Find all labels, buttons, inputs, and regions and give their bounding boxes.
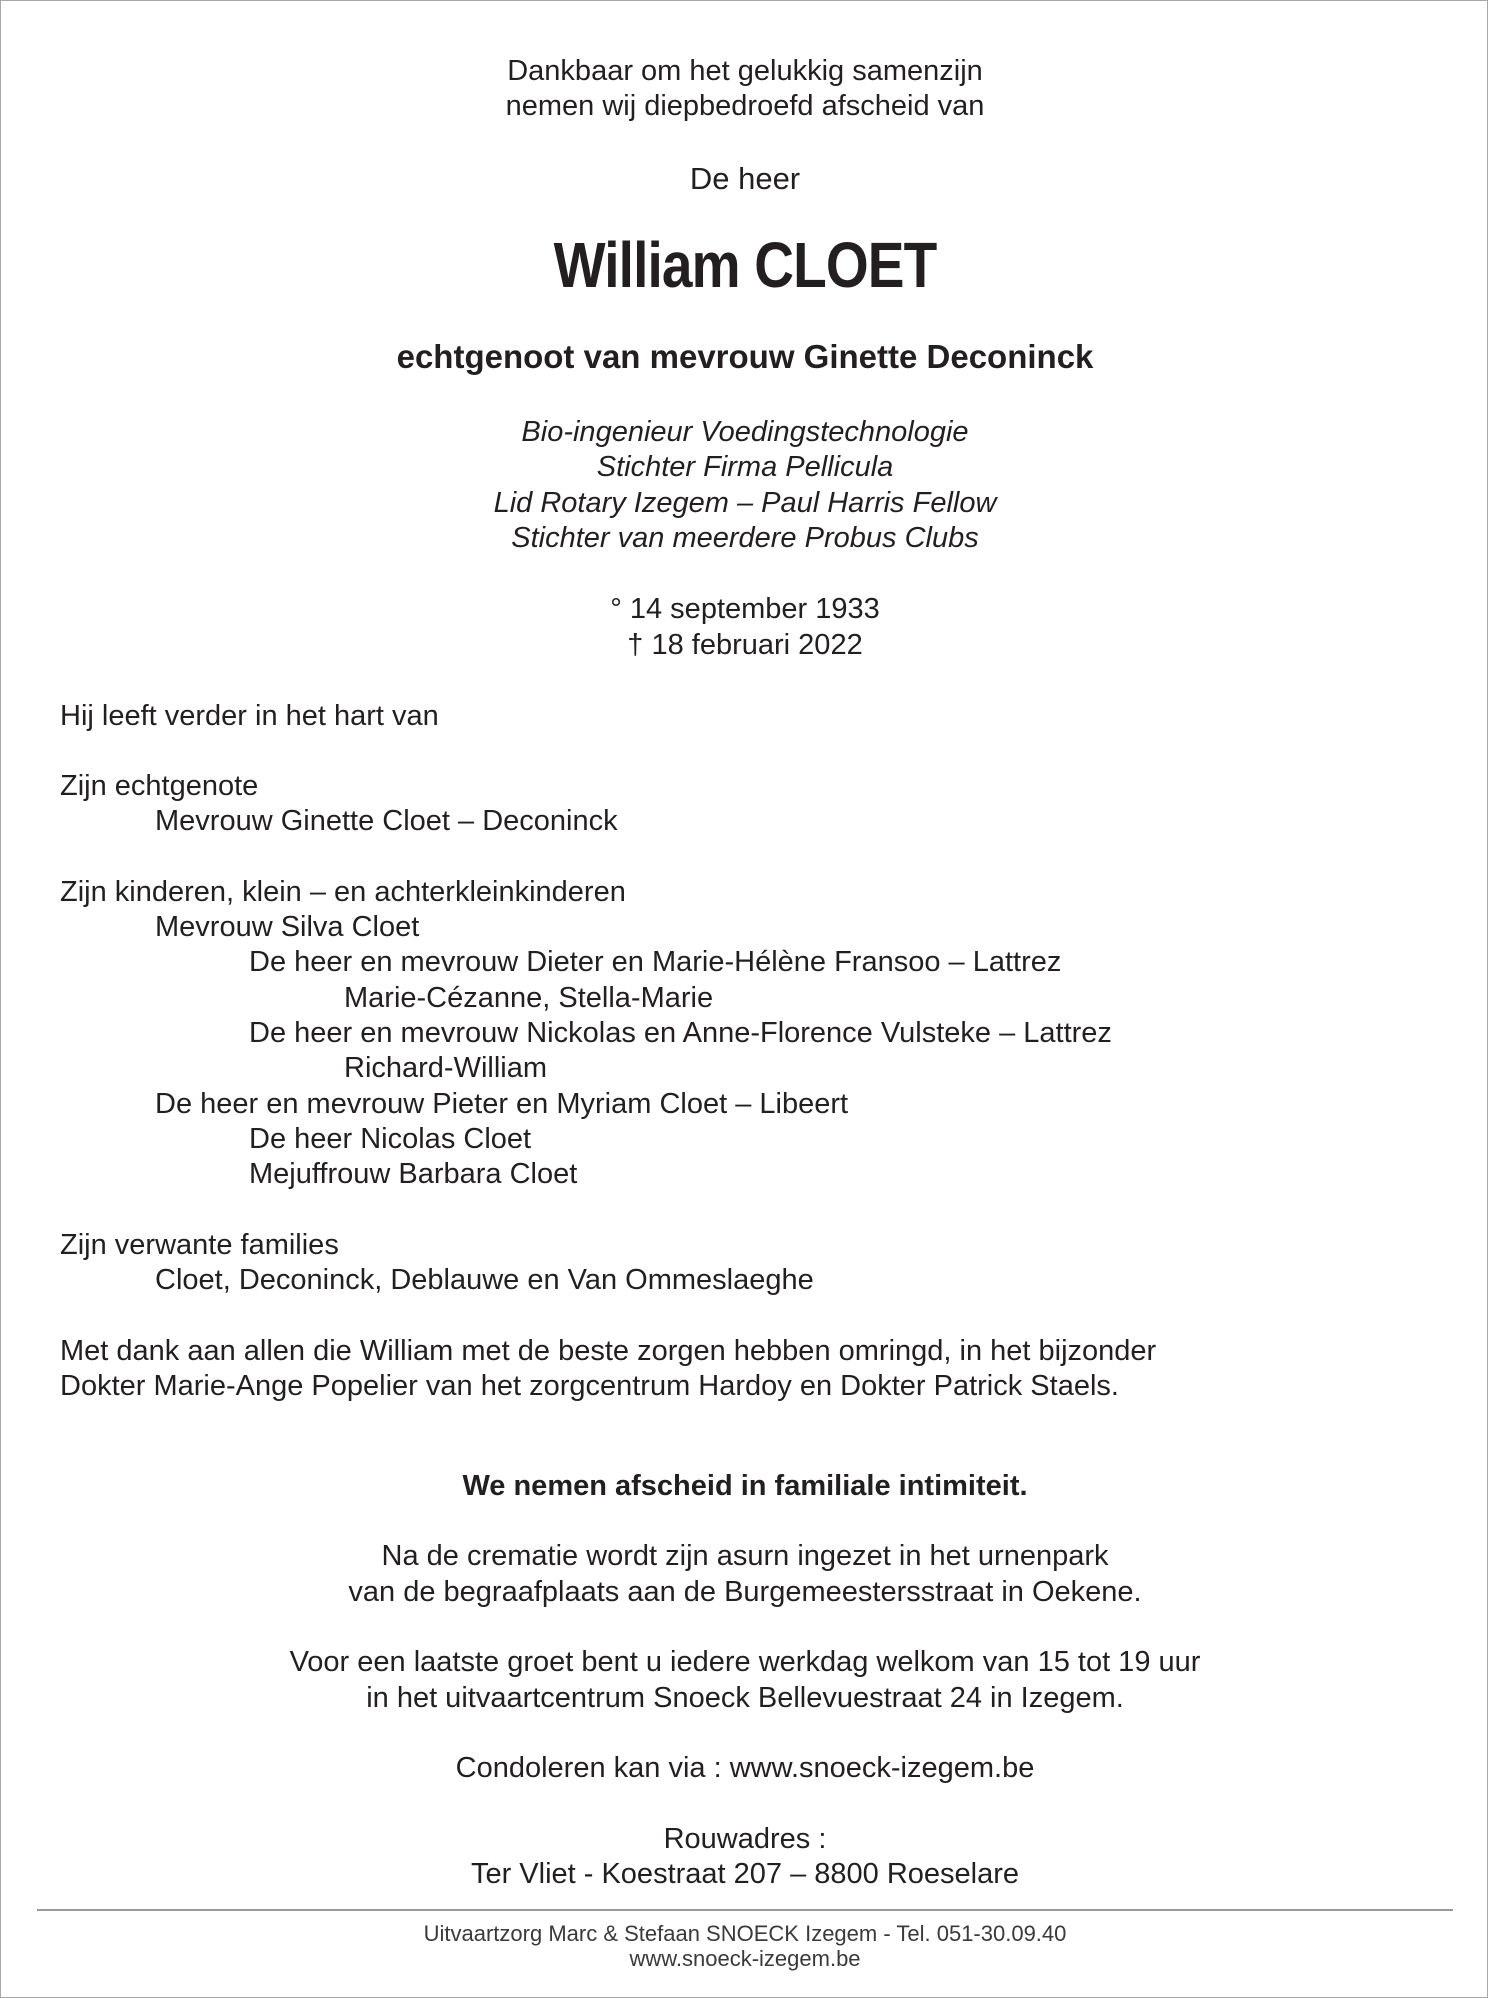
deceased-name: William CLOET <box>553 229 937 301</box>
children-heading: Zijn kinderen, klein – en achterkleinkinderen <box>60 876 626 908</box>
visit-line-2: in het uitvaartcentrum Snoeck Bellevuestraat 24 in Izegem. <box>366 1682 1124 1714</box>
family-member: De heer en mevrouw Dieter en Marie-Hélène Fransoo – Lattrez <box>249 946 1062 978</box>
family-member: Richard-William <box>344 1052 548 1084</box>
related-families: Cloet, Deconinck, Deblauwe en Van Ommeslaeghe <box>155 1264 814 1296</box>
visit-line-1: Voor een laatste groet bent u iedere werkdag welkom van 15 tot 19 uur <box>289 1646 1201 1678</box>
birth-date: ° 14 september 1933 <box>610 593 880 625</box>
farewell-statement: We nemen afscheid in familiale intimiteit. <box>462 1470 1028 1502</box>
funeral-home-website: www.snoeck-izegem.be <box>629 1946 861 1971</box>
mourning-address: Ter Vliet - Koestraat 207 – 8800 Roeselare <box>470 1858 1020 1890</box>
condolences-text: Condoleren kan via : www.snoeck-izegem.be <box>455 1752 1035 1784</box>
salutation: De heer <box>689 161 801 196</box>
family-member: Mevrouw Silva Cloet <box>155 911 420 943</box>
family-member: Marie-Cézanne, Stella-Marie <box>344 982 714 1014</box>
related-heading: Zijn verwante families <box>60 1229 339 1261</box>
thanks-line-1: Met dank aan allen die William met de beste zorgen hebben omringd, in het bijzonder <box>60 1335 1157 1367</box>
family-member: De heer en mevrouw Nickolas en Anne-Florence Vulsteke – Lattrez <box>249 1017 1112 1049</box>
title-line-2: Stichter Firma Pellicula <box>596 451 894 483</box>
title-line-4: Stichter van meerdere Probus Clubs <box>511 522 979 554</box>
title-line-1: Bio-ingenieur Voedingstechnologie <box>521 416 969 448</box>
spouse-line: echtgenoot van mevrouw Ginette Deconinck <box>396 338 1094 375</box>
funeral-home-info: Uitvaartzorg Marc & Stefaan SNOECK Izegem - Tel. 051-30.09.40 <box>423 1921 1067 1946</box>
spouse-heading: Zijn echtgenote <box>60 770 259 802</box>
cremation-line-1: Na de crematie wordt zijn asurn ingezet in het urnenpark <box>381 1540 1109 1572</box>
thanks-line-2: Dokter Marie-Ange Popelier van het zorgcentrum Hardoy en Dokter Patrick Staels. <box>60 1370 1119 1402</box>
spouse-name: Mevrouw Ginette Cloet – Deconinck <box>155 805 618 837</box>
family-member: De heer en mevrouw Pieter en Myriam Cloet – Libeert <box>155 1088 849 1120</box>
family-member: Mejuffrouw Barbara Cloet <box>249 1158 578 1190</box>
footer-divider <box>37 1909 1453 1911</box>
cremation-line-2: van de begraafplaats aan de Burgemeestersstraat in Oekene. <box>348 1576 1142 1608</box>
address-heading: Rouwadres : <box>663 1823 827 1855</box>
intro-line-1: Dankbaar om het gelukkig samenzijn <box>507 55 983 87</box>
lives-on-text: Hij leeft verder in het hart van <box>60 700 439 732</box>
family-member: De heer Nicolas Cloet <box>249 1123 532 1155</box>
title-line-3: Lid Rotary Izegem – Paul Harris Fellow <box>493 487 997 519</box>
death-date: † 18 februari 2022 <box>627 629 863 661</box>
intro-line-2: nemen wij diepbedroefd afscheid van <box>505 90 985 122</box>
